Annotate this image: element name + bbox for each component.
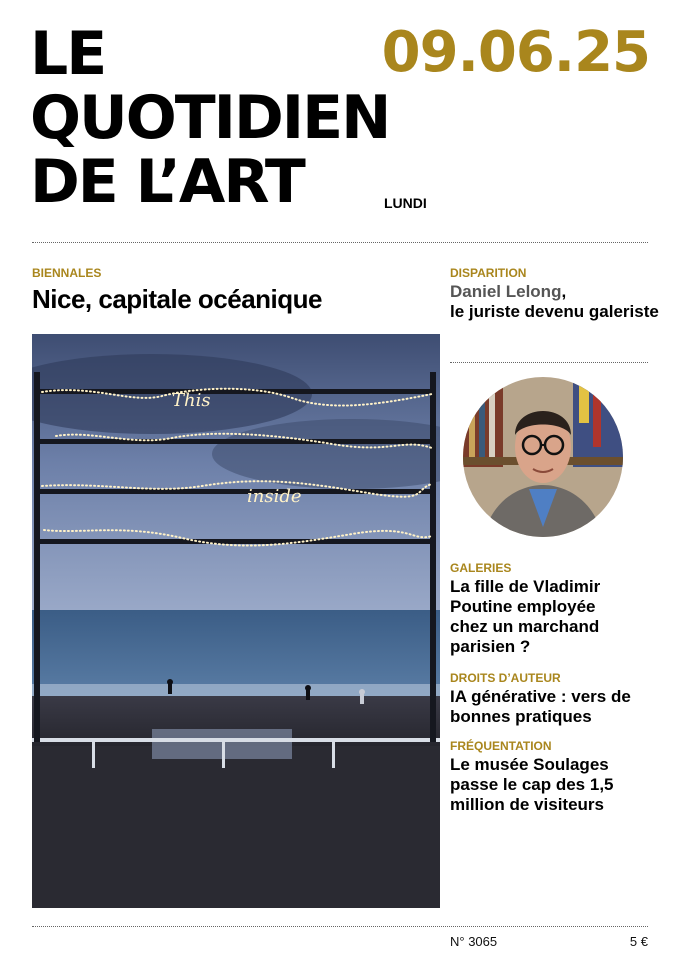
sidebar-divider — [450, 362, 648, 363]
masthead-line-2: QUOTIDIEN — [30, 83, 390, 153]
lead-photo-illustration — [32, 334, 440, 908]
masthead-line-1: LE — [30, 19, 106, 89]
story-disparition-comma: , — [561, 282, 567, 301]
story-disparition-subtitle: le juriste devenu galeriste — [450, 302, 659, 321]
story-disparition[interactable] — [450, 266, 660, 322]
portrait-illustration — [463, 377, 623, 537]
story-galeries[interactable] — [450, 561, 660, 657]
story-galeries-title: La fille de Vladimir Poutine employée chez un marchand parisien ? — [450, 577, 601, 656]
story-frequentation[interactable] — [450, 739, 660, 815]
issue-date: 09.06.25 — [381, 20, 650, 85]
issue-day: LUNDI — [384, 195, 427, 211]
story-disparition-title — [450, 282, 660, 322]
bottom-divider — [32, 926, 648, 927]
lead-photo[interactable] — [32, 334, 440, 908]
neon-word-2: inside — [247, 486, 302, 507]
story-disparition-kicker: DISPARITION — [450, 266, 527, 280]
top-divider — [32, 242, 648, 243]
masthead — [30, 19, 390, 217]
issue-number: N° 3065 — [450, 934, 498, 949]
story-galeries-kicker: GALERIES — [450, 561, 512, 575]
story-droits[interactable] — [450, 671, 660, 727]
story-frequentation-title: Le musée Soulages passe le cap des 1,5 million de visiteurs — [450, 755, 614, 814]
story-disparition-name: Daniel Lelong — [450, 282, 562, 301]
portrait-photo[interactable] — [463, 377, 623, 537]
neon-word-1: This — [172, 390, 211, 411]
lead-kicker[interactable]: BIENNALES — [32, 266, 102, 280]
issue-price: 5 € — [629, 934, 648, 949]
story-droits-title: IA générative : vers de bonnes pratiques — [450, 687, 631, 726]
lead-title[interactable]: Nice, capitale océanique — [32, 284, 323, 314]
masthead-line-3: DE L’ART — [30, 147, 304, 217]
story-frequentation-kicker: FRÉQUENTATION — [450, 739, 552, 753]
story-droits-kicker: DROITS D’AUTEUR — [450, 671, 561, 685]
